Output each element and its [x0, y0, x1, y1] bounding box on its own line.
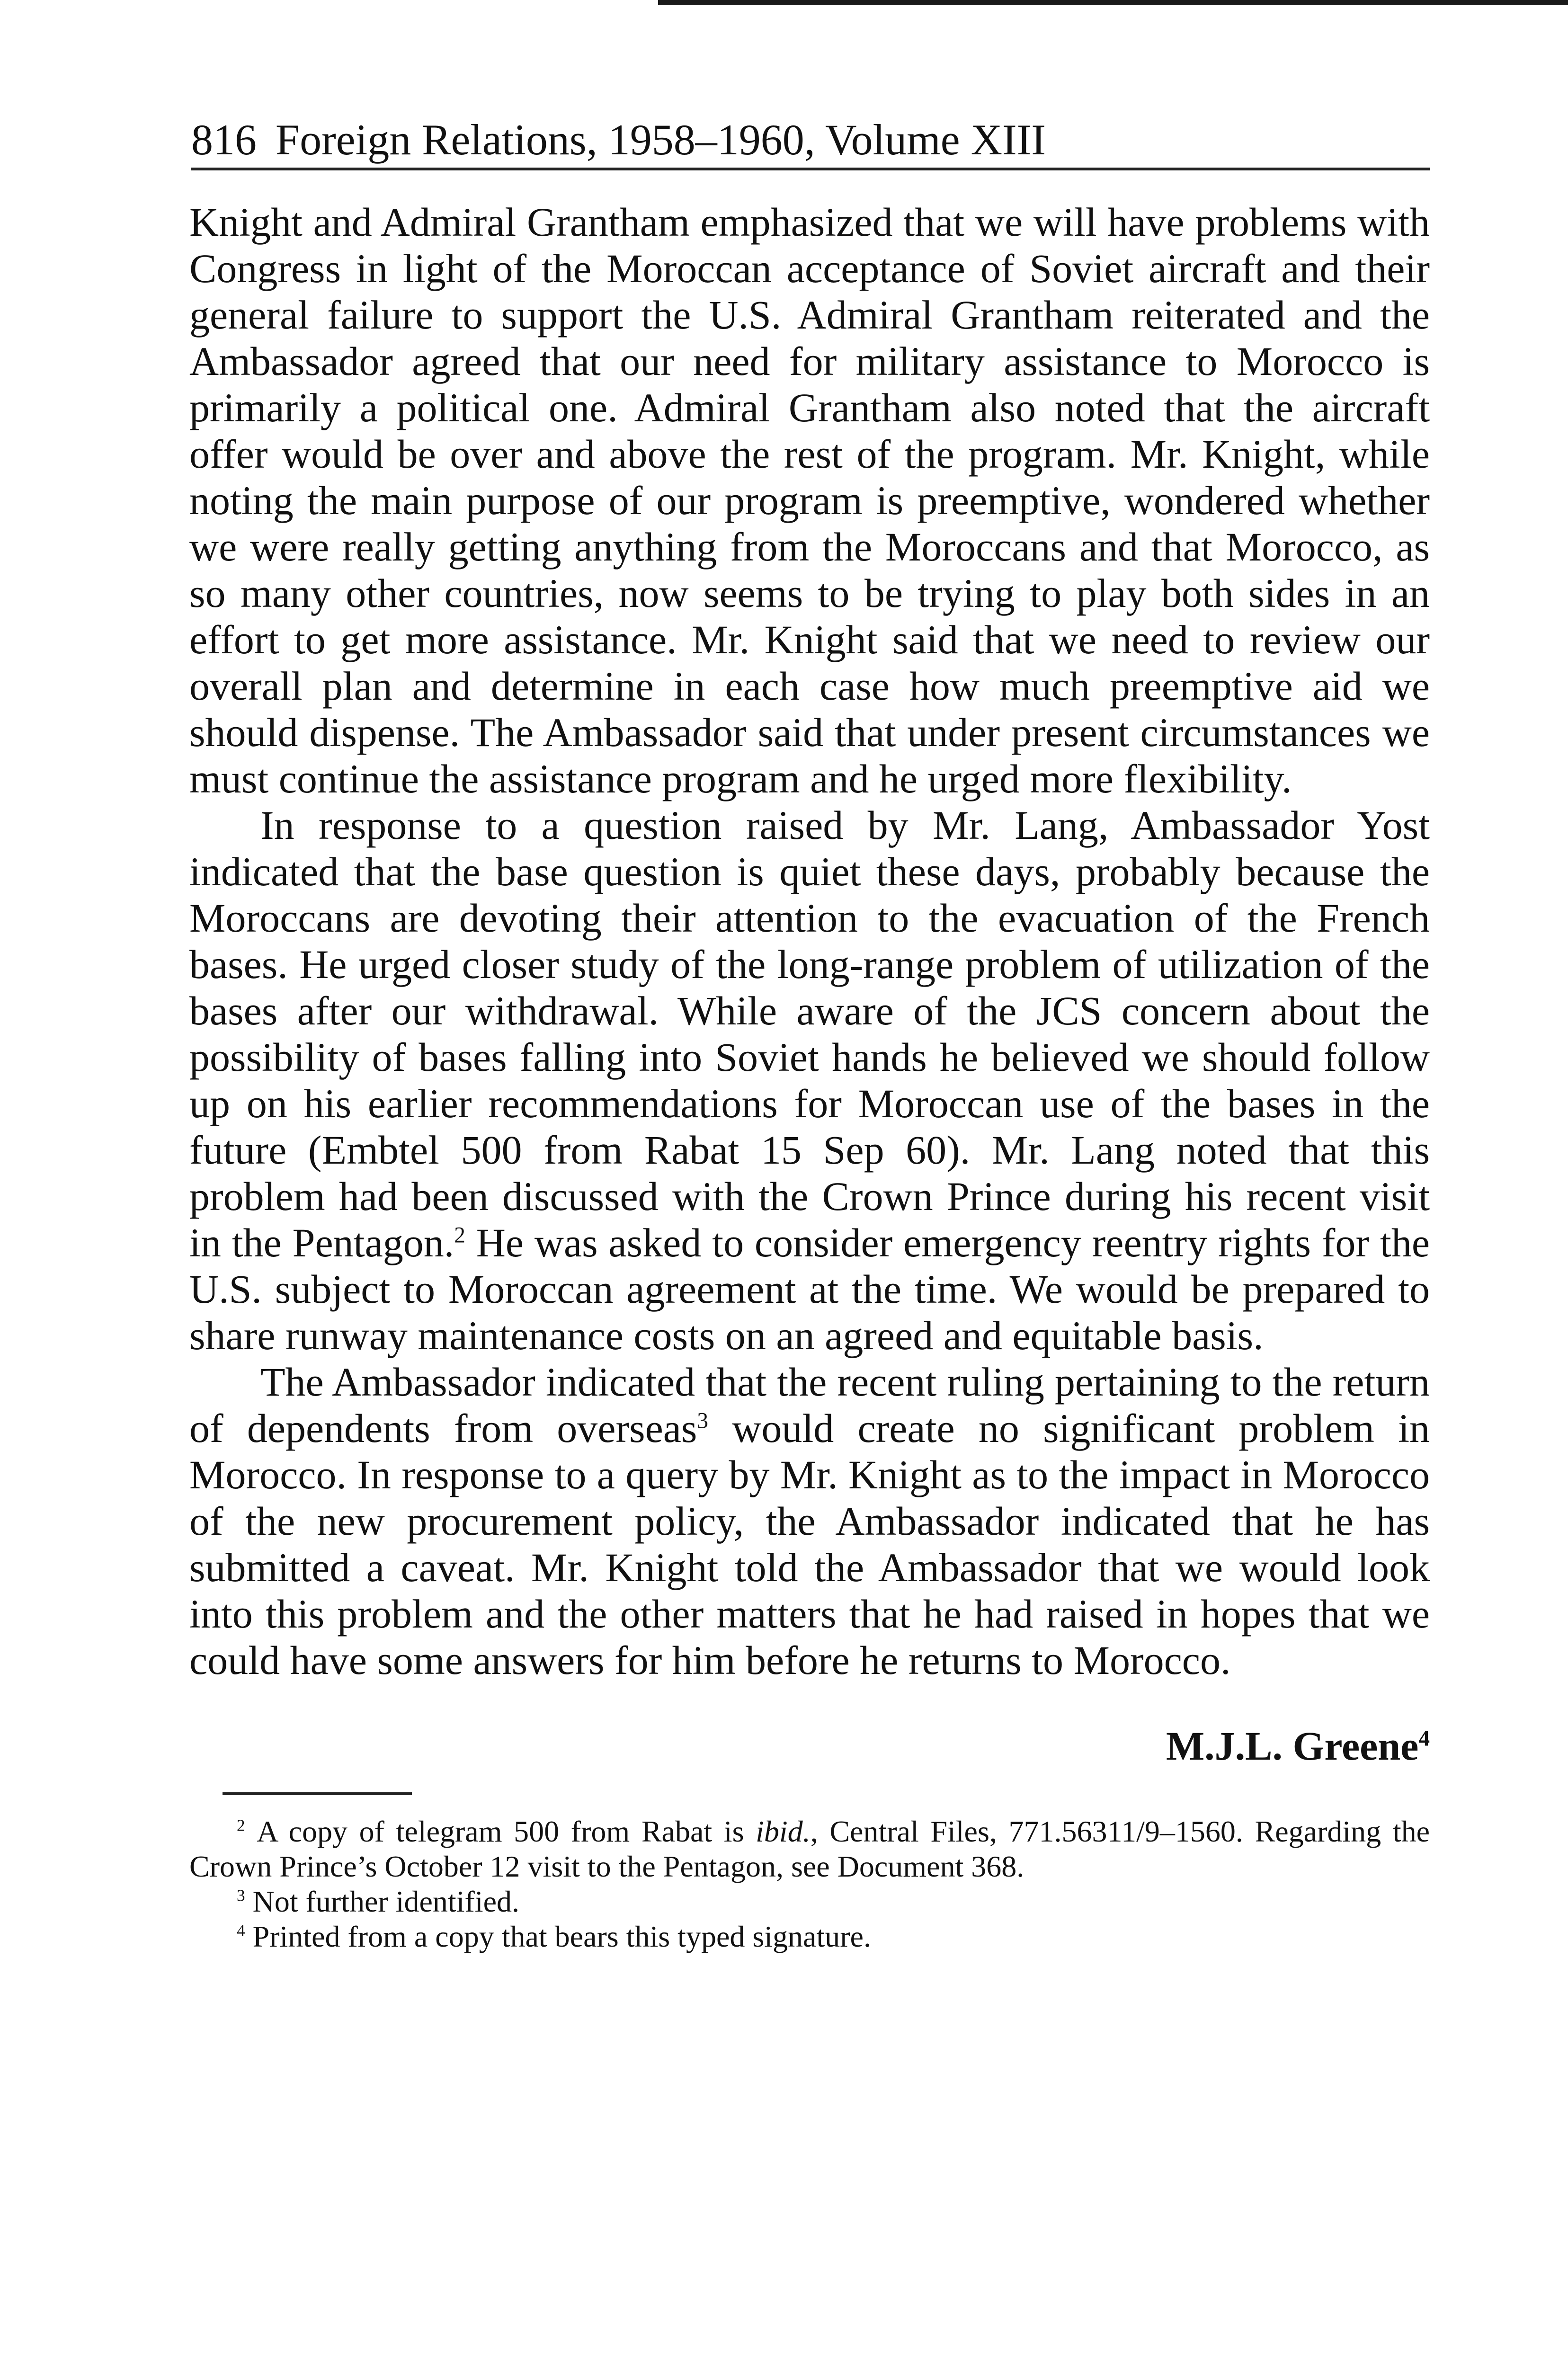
- signature-name: M.J.L. Greene: [1166, 1723, 1419, 1769]
- footnote-ref-3[interactable]: 3: [697, 1408, 709, 1433]
- footnote-divider: [223, 1792, 412, 1795]
- page-number: 816: [191, 116, 257, 164]
- footnote-2-text-a: A copy of telegram 500 from Rabat is: [257, 1815, 756, 1848]
- footnote-ref-4[interactable]: 4: [1418, 1726, 1430, 1751]
- top-edge-rule: [658, 0, 1568, 5]
- paragraph-3-text-a: The Ambassador indicated that the recent ruling pertaining to the return of dependents from overseas: [189, 1359, 1430, 1451]
- footnote-4-text: Printed from a copy that bears this typed signature.: [252, 1920, 871, 1953]
- signature-block: [189, 1722, 1430, 1770]
- paragraph-1: Knight and Admiral Grantham emphasized that we will have problems with Congress in light of the Moroccan acceptance of Soviet aircraft and their general failure to support the U.S. Admiral Grantham reiterated and the Ambassador agreed that our need for military assistance to Morocco is primarily a political one. Admiral Grantham also noted that the aircraft offer would be over and above the rest of the program. Mr. Knight, while noting the main purpose of our program is preemptive, wondered whether we were really getting anything from the Moroccans and that Morocco, as so many other countries, now seems to be trying to play both sides in an effort to get more assistance. Mr. Knight said that we need to review our overall plan and determine in each case how much preemptive aid we should dispense. The Ambassador said that under present circumstances we must continue the assistance program and he urged more flexibility.: [189, 199, 1430, 801]
- footnote-marker-4: 4: [237, 1921, 245, 1940]
- footnote-ref-2[interactable]: 2: [454, 1223, 465, 1248]
- paragraph-2-text-b: He was asked to consider emergency reentry rights for the U.S. subject to Moroccan agreement at the time. We would be prepared to share runway maintenance costs on an agreed and equitable basis.: [189, 1220, 1430, 1358]
- footnote-3: [189, 1884, 1430, 1919]
- footnote-2-ibid: ibid.: [756, 1815, 811, 1848]
- footnote-3-text: Not further identified.: [252, 1885, 519, 1918]
- footnote-2: [189, 1814, 1430, 1884]
- running-header: [191, 114, 1430, 170]
- footnote-marker-2: 2: [237, 1816, 245, 1835]
- paragraph-3: [189, 1359, 1430, 1683]
- paragraph-3-text-b: would create no significant problem in Morocco. In response to a query by Mr. Knight as to the impact in Morocco of the new procurement policy, the Ambassador indicated that he has submitted a caveat. Mr. Knight told the Ambassador that we would look into this problem and the other matters that he had raised in hopes that we could have some answers for him before he returns to Morocco.: [189, 1406, 1430, 1683]
- volume-title: Foreign Relations, 1958–1960, Volume XIII: [276, 116, 1046, 164]
- paragraph-2: [189, 802, 1430, 1359]
- footnotes: [189, 1814, 1430, 1954]
- footnote-4: [189, 1919, 1430, 1954]
- footnote-2-text-b: , Central Files, 771.56311/9–1560. Regarding the Crown Prince’s October 12 visit to the Pentagon, see Document 368.: [189, 1815, 1430, 1883]
- document-page: [189, 114, 1430, 1954]
- paragraph-2-text-a: In response to a question raised by Mr. Lang, Ambassador Yost indicated that the base question is quiet these days, probably because the Moroccans are devoting their attention to the evacuation of the French bases. He urged closer study of the long-range problem of utilization of the bases after our withdrawal. While aware of the JCS concern about the possibility of bases falling into Soviet hands he believed we should follow up on his earlier recommendations for Moroccan use of the bases in the future (Embtel 500 from Rabat 15 Sep 60). Mr. Lang noted that this problem had been discussed with the Crown Prince during his recent visit in the Pentagon.: [189, 802, 1430, 1265]
- body-text: [189, 199, 1430, 1683]
- footnote-marker-3: 3: [237, 1886, 245, 1905]
